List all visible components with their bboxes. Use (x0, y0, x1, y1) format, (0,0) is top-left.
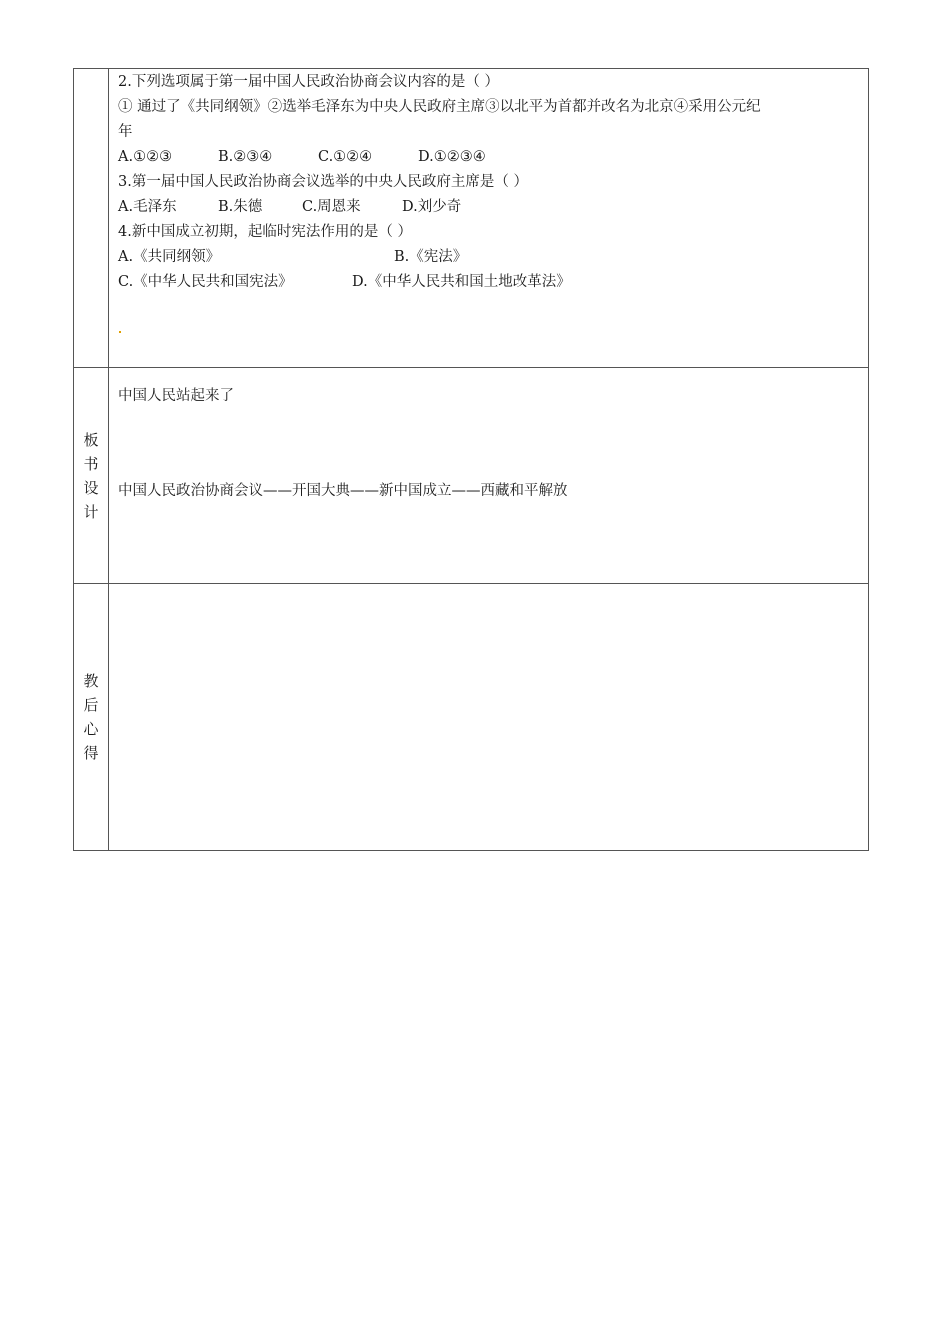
reflection-label (74, 669, 108, 765)
reflection-label-char: 教 (83, 672, 99, 690)
reflection-label-char: 心 (83, 720, 99, 738)
question-3-stem: 3.第一届中国人民政治协商会议选举的中央人民政府主席是（ ） (118, 174, 528, 190)
question-4-options-cd (118, 270, 868, 295)
board-design-label-char: 书 (83, 454, 99, 473)
lesson-plan-table (73, 68, 869, 851)
question-3-option-a: A.毛泽东 (118, 199, 177, 215)
reflection-label-char: 得 (83, 744, 99, 762)
question-3 (118, 170, 868, 220)
reflection-content-cell[interactable] (109, 584, 869, 851)
board-design-label-cell (74, 368, 109, 584)
question-4-option-c: C.《中华人民共和国宪法》 (118, 274, 293, 290)
board-design-label-char: 设 (83, 478, 99, 497)
question-4-option-d: D.《中华人民共和国土地改革法》 (352, 274, 571, 290)
question-2-options (118, 145, 868, 170)
reflection-label-char: 后 (83, 696, 99, 714)
question-4-option-b: B.《宪法》 (394, 249, 468, 265)
question-2-stem: 2.下列选项属于第一届中国人民政治协商会议内容的是（ ） (118, 74, 499, 90)
question-2 (118, 69, 868, 170)
question-4 (118, 220, 868, 295)
question-4-stem: 4.新中国成立初期，起临时宪法作用的是（ ） (118, 224, 412, 240)
question-4-options-ab (118, 245, 868, 270)
board-design-row (74, 368, 869, 584)
stray-mark (119, 331, 121, 333)
question-4-option-a: A.《共同纲领》 (118, 249, 221, 265)
board-design-label-char: 计 (83, 502, 99, 521)
question-2-items-cont: 年 (118, 124, 133, 140)
questions-row (74, 69, 869, 368)
questions-label-cell (74, 69, 109, 368)
question-3-option-d: D.刘少奇 (402, 199, 462, 215)
reflection-row (74, 584, 869, 851)
reflection-label-cell (74, 584, 109, 851)
question-2-option-d: D.①②③④ (418, 149, 486, 165)
board-design-label (74, 428, 108, 524)
board-design-content-cell (109, 368, 869, 584)
questions-content-cell (109, 69, 869, 368)
question-2-items: ① 通过了《共同纲领》②选举毛泽东为中央人民政府主席③以北平为首都并改名为北京④采用公元纪 (118, 99, 761, 115)
question-2-option-c: C.①②④ (318, 149, 373, 165)
question-3-option-b: B.朱德 (218, 199, 263, 215)
board-design-flow: 中国人民政治协商会议——开国大典——新中国成立——西藏和平解放 (118, 483, 568, 499)
board-design-title: 中国人民站起来了 (118, 388, 234, 404)
question-3-option-c: C.周恩来 (302, 199, 361, 215)
board-design-label-char: 板 (83, 430, 99, 449)
question-2-option-b: B.②③④ (218, 149, 273, 165)
question-2-option-a: A.①②③ (118, 149, 173, 165)
question-3-options (118, 195, 868, 220)
